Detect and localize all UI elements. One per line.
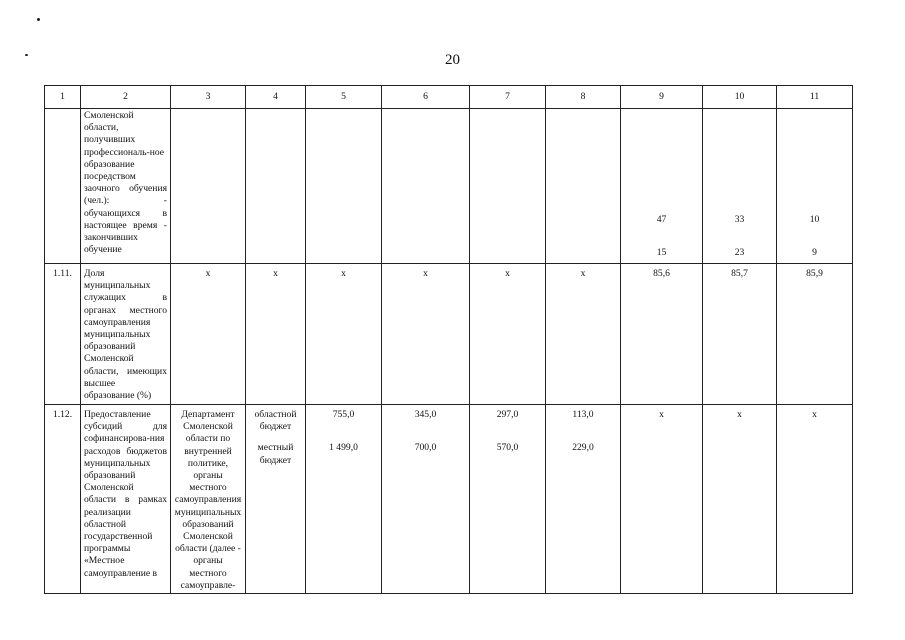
column-header: 3	[171, 86, 246, 109]
row-description: Доля муниципальных служащих в органах местного самоуправления муниципальных образований Смоленской области, имеющих высшее образование (%)	[81, 264, 171, 405]
table-cell: 85,6	[621, 264, 703, 405]
column-header: 1	[45, 86, 81, 109]
cell-value: 47	[656, 214, 667, 225]
table-cell: х	[777, 405, 853, 594]
table-cell	[382, 405, 470, 594]
cell-value: 297,0	[496, 409, 519, 420]
cell-value: 755,0	[332, 409, 355, 420]
table-cell: 85,9	[777, 264, 853, 405]
column-header: 11	[777, 86, 853, 109]
table-cell: Департамент Смоленской области по внутренней политике, органы местного самоуправления муниципальных образований Смоленской области (далее - органы местного самоуправле-	[171, 405, 246, 594]
cell-value: 113,0	[572, 409, 594, 420]
column-header: 8	[546, 86, 621, 109]
table-cell	[246, 405, 306, 594]
table-cell: 85,7	[703, 264, 777, 405]
cell-value: 1 499,0	[329, 442, 358, 454]
cell-value: областной бюджет	[254, 409, 297, 433]
cell-value: 700,0	[414, 442, 437, 454]
cell-value: 10	[809, 214, 820, 225]
table-cell: х	[621, 405, 703, 594]
cell-value: местный бюджет	[257, 442, 294, 466]
table-cell: х	[246, 264, 306, 405]
table-cell: х	[703, 405, 777, 594]
table-row	[45, 109, 853, 264]
page-number: 20	[445, 52, 460, 68]
table-cell	[546, 109, 621, 264]
column-header: 4	[246, 86, 306, 109]
table-cell	[306, 109, 382, 264]
table-cell: х	[382, 264, 470, 405]
table-cell	[777, 109, 853, 264]
cell-value: 570,0	[496, 442, 519, 454]
table-cell	[171, 109, 246, 264]
table-cell: х	[470, 264, 546, 405]
data-table	[44, 85, 853, 594]
table-cell	[703, 109, 777, 264]
table-cell: х	[171, 264, 246, 405]
cell-value: 15	[656, 247, 667, 259]
table-cell	[470, 109, 546, 264]
header-row	[45, 86, 853, 109]
table-cell	[546, 405, 621, 594]
column-header: 10	[703, 86, 777, 109]
cell-value: 23	[734, 247, 745, 259]
row-description: Предоставление субсидий для софинансирова-ния расходов бюджетов муниципальных образований Смоленской области в рамках реализации областной государственной программы «Местное самоуправление в	[81, 405, 171, 594]
cell-value: 229,0	[572, 442, 594, 454]
column-header: 2	[81, 86, 171, 109]
column-header: 5	[306, 86, 382, 109]
cell-value: 345,0	[414, 409, 437, 420]
row-number: 1.11.	[45, 264, 81, 405]
column-header: 7	[470, 86, 546, 109]
table-row	[45, 405, 853, 594]
table-cell: х	[546, 264, 621, 405]
table-cell: х	[306, 264, 382, 405]
table-cell	[470, 405, 546, 594]
cell-value: 9	[812, 247, 817, 259]
scan-speck	[37, 18, 40, 21]
table-cell	[306, 405, 382, 594]
cell-value: 33	[734, 214, 745, 225]
row-number: 1.12.	[45, 405, 81, 594]
table-cell	[621, 109, 703, 264]
table-cell	[246, 109, 306, 264]
table-cell	[382, 109, 470, 264]
column-header: 9	[621, 86, 703, 109]
row-number	[45, 109, 81, 264]
row-description: Смоленской области, получивших профессиональ-ное образование посредством заочного обучения (чел.): - обучающихся в настоящее время - закончивших обучение	[81, 109, 171, 264]
column-header: 6	[382, 86, 470, 109]
table-row	[45, 264, 853, 405]
